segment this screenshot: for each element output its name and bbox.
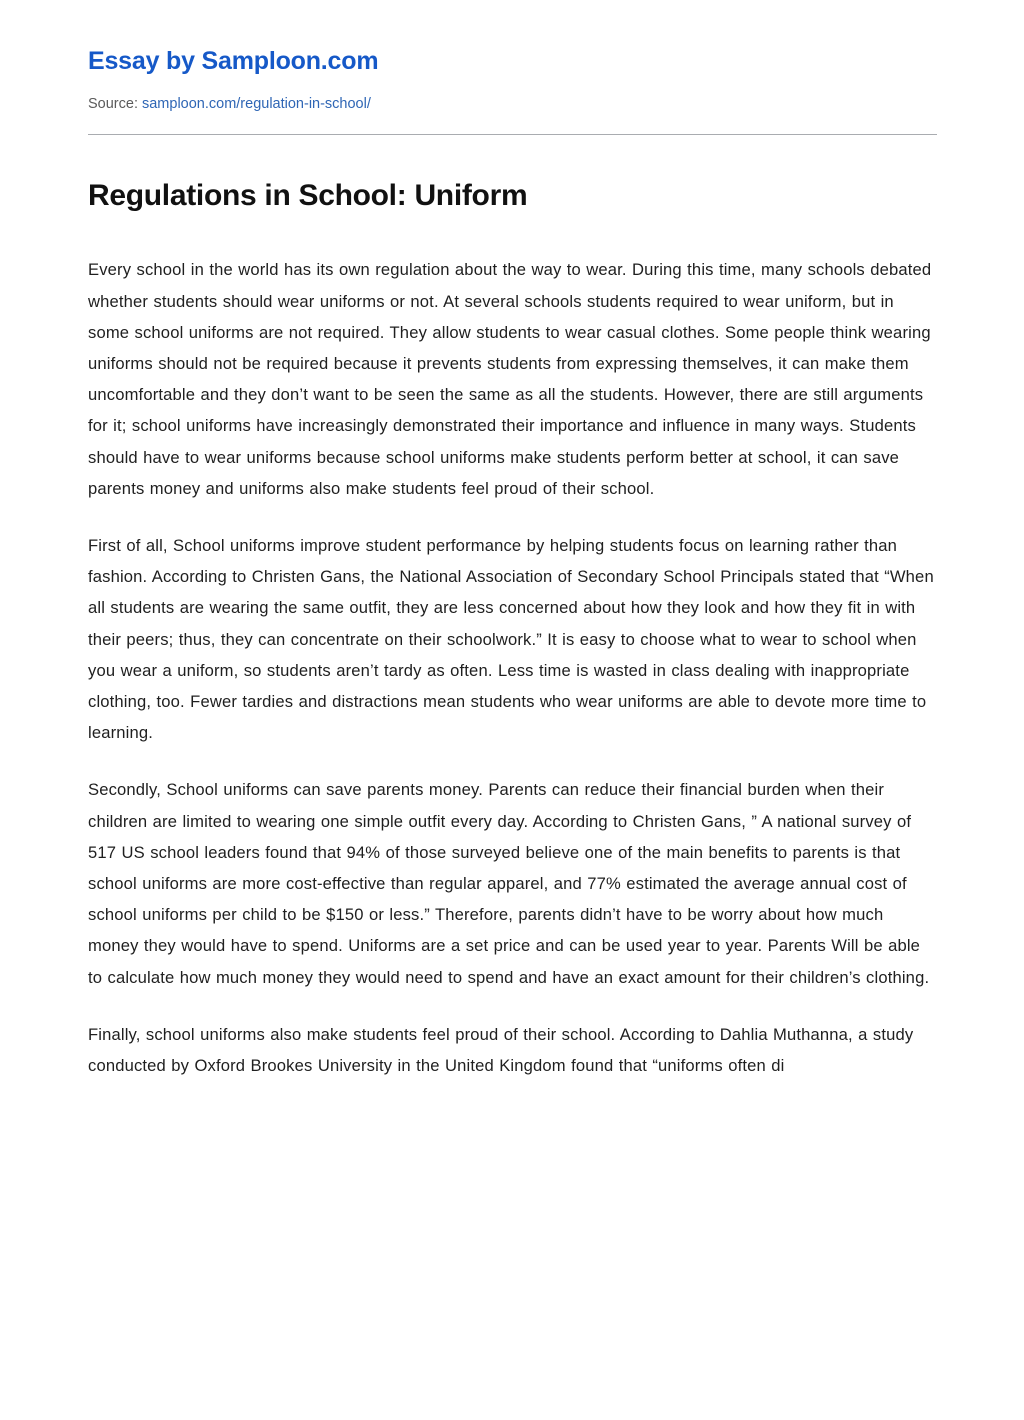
paragraph: Secondly, School uniforms can save parents money. Parents can reduce their financial burden when their children are limited to wearing one simple outfit every day. According to Christen Gans, ” A national survey of 517 US school leaders found that 94% of those surveyed believe one of the main benefits to parents is that school uniforms are more cost-effective than regular apparel, and 77% estimated the average annual cost of school uniforms per child to be $150 or less.” Therefore, parents didn’t have to be worry about how much money they would have to spend. Uniforms are a set price and can be used year to year. Parents Will be able to calculate how much money they would need to spend and have an exact amount for their children’s clothing. [88, 780, 930, 987]
paragraph: First of all, School uniforms improve student performance by helping students focus on learning rather than fashion. According to Christen Gans, the National Association of Secondary School Principals stated that “When all students are wearing the same outfit, they are less concerned about how they look and how they fit in with their peers; thus, they can concentrate on their schoolwork.” It is easy to choose what to wear to school when you wear a uniform, so students aren’t tardy as often. Less time is wasted in class dealing with inappropriate clothing, too. Fewer tardies and distractions mean students who wear uniforms are able to devote more time to learning. [88, 535, 934, 743]
page-title: Regulations in School: Uniform [88, 178, 528, 212]
essay-article [88, 135, 936, 1081]
document-header [88, 0, 936, 135]
source-label: Source: [88, 96, 138, 112]
source-row [88, 95, 936, 114]
brand-title: Essay by Samploon.com [88, 47, 379, 75]
paragraph: Finally, school uniforms also make students feel proud of their school. According to Dahlia Muthanna, a study conducted by Oxford Brookes University in the United Kingdom found that “uniforms often di [88, 1024, 914, 1076]
source-url-link[interactable]: samploon.com/regulation-in-school/ [141, 96, 371, 112]
paragraph: Every school in the world has its own regulation about the way to wear. During this time, many schools debated whether students should wear uniforms or not. At several schools students required to wear uniform, but in some school uniforms are not required. They allow students to wear casual clothes. Some people think wearing uniforms should not be required because it prevents students from expressing themselves, it can make them uncomfortable and they don’t want to be seen the same as all the students. However, there are still arguments for it; school uniforms have increasingly demonstrated their importance and influence in many ways. Students should have to wear uniforms because school uniforms make students perform better at school, it can save parents money and uniforms also make students feel proud of their school. [88, 260, 932, 498]
essay-body [88, 254, 936, 1081]
